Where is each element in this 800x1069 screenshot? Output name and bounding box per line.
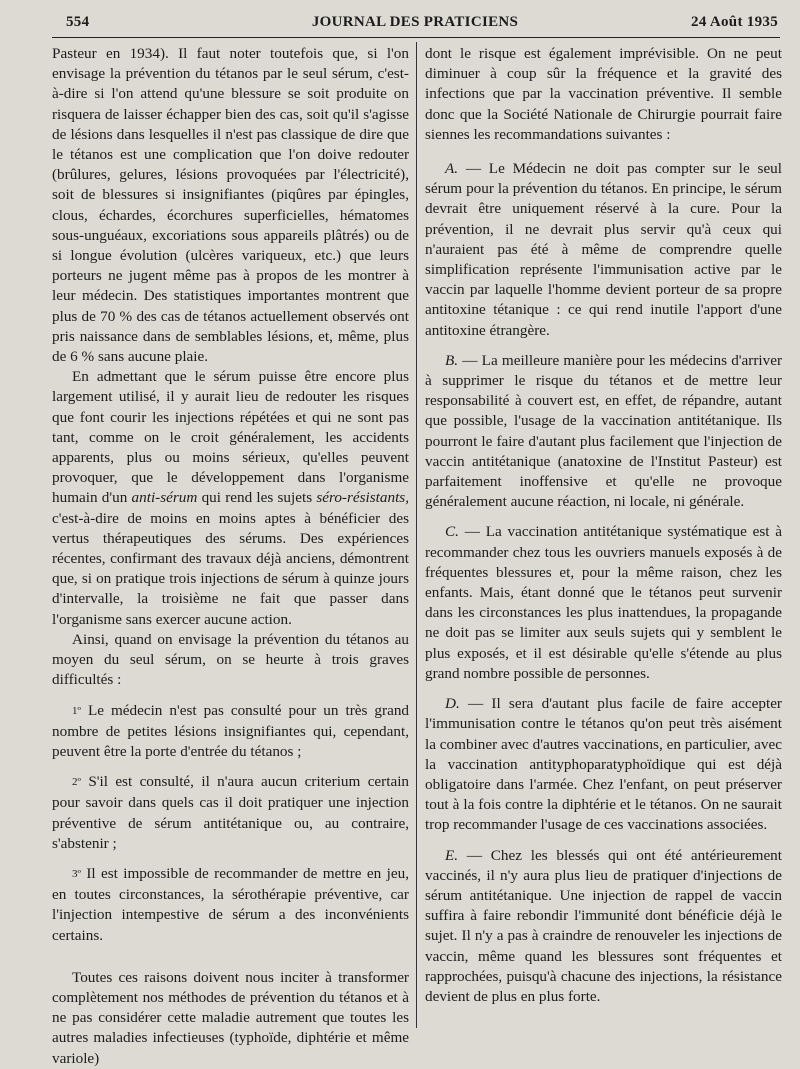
header-rule [52, 37, 780, 38]
page-header [52, 14, 778, 36]
page-number: 554 [66, 14, 90, 30]
recommendation-a: A. — Le Médecin ne doit pas compter sur le seul sérum pour la prévention du tétanos. En principe, le sérum devrait être uniquement réservé à la cure. Pour la prévention, il ne devrait plus servir qu'à ceux qui n'auraient pas été à même de comprendre quelle simplification représente l'immunisation active par le vaccin par laquelle l'homme devient porteur de sa propre antitoxine tétanique : ce qui rend inutile l'apport d'une antitoxine étrangère. [425, 160, 782, 339]
paragraph-conclusion: Toutes ces raisons doivent nous inciter à transformer complètement nos méthodes de prévention du tétanos et à ne pas considérer cette maladie autrement que toutes les autres maladies infectieuses (typhoïde, diphtérie et même variole) [52, 968, 409, 1067]
recommendation-c: C. — La vaccination antitétanique systématique est à recommander chez tous les ouvriers manuels exposés à de fréquentes blessures et, pour la même raison, chez les enfants. Mais, étant donné que le tétanos peut survenir dans les circonstances les plus inattendues, la propagande ne doit pas se limiter aux seuls sujets qui y semblent le plus exposés, et il est désirable qu'elle s'étende au plus grand nombre possible de personnes. [425, 523, 782, 682]
paragraph-intro: dont le risque est également imprévisible. On ne peut diminuer à coup sûr la fréquence et la gravité des infections que par la vaccination préventive. Il semble donc que la Société Nationale de Chirurgie pourrait faire siennes les recommandations suivantes : [425, 45, 782, 143]
journal-title: JOURNAL DES PRATICIENS [311, 14, 519, 30]
recommendation-b: B. — La meilleure manière pour les médecins d'arriver à supprimer le risque du tétanos et de mettre leur responsabilité à couvert est, en effet, de répandre, autant que possible, l'usage de la vaccination antitétanique. Ils pourront le faire d'autant plus facilement que l'injection de vaccin antitétanique (anatoxine de l'Institut Pasteur) est parfaitement inoffensive et qu'elle ne provoque généralement aucune réaction, ni locale, ni générale. [425, 351, 782, 511]
difficulty-item-2: 2º S'il est consulté, il n'aura aucun criterium certain pour savoir dans quels cas il doit pratiquer une injection préventive de sérum antitétanique ou, au contraire, s'abstenir ; [52, 773, 410, 852]
paragraph-continued: Pasteur en 1934). Il faut noter toutefois que, si l'on envisage la prévention du tétanos par le seul sérum, c'est-à-dire si l'on attend qu'une blessure se soit produite on risquera de laisser échapper bien des cas, soit qu'il s'agisse de lésions dans lesquelles il n'est pas classique de dire que le tétanos est une complication que l'on doive redouter (brûlures, gelures, lésions provoquées par l'électricité), soit de blessures si insignifiantes (piqûres par épingles, clous, échardes, écorchures superficielles, hématomes sous-unguéaux, excoriations sous appareils plâtrés) ou de si longue évolution (ulcères variqueux, etc.) que leurs porteurs ne jugent même pas à propos de les montrer à leur médecin. Des statistiques importantes montrent que plus de 70 % des cas de tétanos actuellement observés ont pris naissance dans de semblables lésions, et, même, plus de 6 % sans aucune plaie. [52, 45, 409, 366]
difficulty-item-3: 3º Il est impossible de recommander de mettre en jeu, en toutes circonstances, la sérothérapie préventive, car l'injection intempestive de sérum a des inconvénients certains. [52, 864, 409, 944]
left-column [52, 44, 410, 1067]
paragraph-serum-risks: En admettant que le sérum puisse être encore plus largement utilisé, il y aurait lieu de redouter les risques que font courir les injections répétées et qui ne sont pas tant, comme on le croit généralement, les accidents apparents, plus ou moins sérieux, qu'elles peuvent provoquer, que le développement dans l'organisme humain d'un anti-sérum qui rend les sujets séro-résistants, c'est-à-dire de moins en moins aptes à bénéficier des vertus thérapeutiques des sérums. Des expériences récentes, confirmant des travaux déjà anciens, démontrent que, si on pratique trois injections de sérum à quinze jours d'intervalle, la troisième ne fait que passer dans l'organisme sans exercer aucune action. [52, 368, 410, 628]
recommendation-e: E. — Chez les blessés qui ont été antérieurement vaccinés, il n'y aura plus lieu de pratiquer d'injections de sérum antitétanique. Une injection de rappel de vaccin suffira à faire rebondir l'immunité dont bénéficie déjà le sujet. Il n'y a pas à craindre de renouveler les injections de vaccin, même quand les blessures sont fréquentes et rapprochées, puisqu'à chacune des injections, la résistance devient de plus en plus forte. [425, 846, 783, 1005]
difficulty-item-1: 1º Le médecin n'est pas consulté pour un très grand nombre de petites lésions insignifiantes qui, cependant, peuvent être la porte d'entrée du tétanos ; [52, 701, 410, 760]
paragraph-three-difficulties: Ainsi, quand on envisage la prévention du tétanos au moyen du seul sérum, on se heurte à trois graves difficultés : [52, 630, 409, 689]
recommendation-d: D. — Il sera d'autant plus facile de faire accepter l'immunisation contre le tétanos qu'on peut très aisément la combiner avec d'autres vaccinations, en particulier, avec la vaccination antityphoparatyphoïdique qui est déjà obligatoire dans l'armée. Chez l'enfant, on peut préserver tout à la fois contre la diphtérie et le tétanos. On ne saurait trop recommander l'usage de ces vaccinations associées. [425, 695, 782, 834]
right-column [425, 44, 782, 1038]
issue-date: 24 Août 1935 [691, 14, 778, 30]
column-divider [416, 42, 417, 1028]
